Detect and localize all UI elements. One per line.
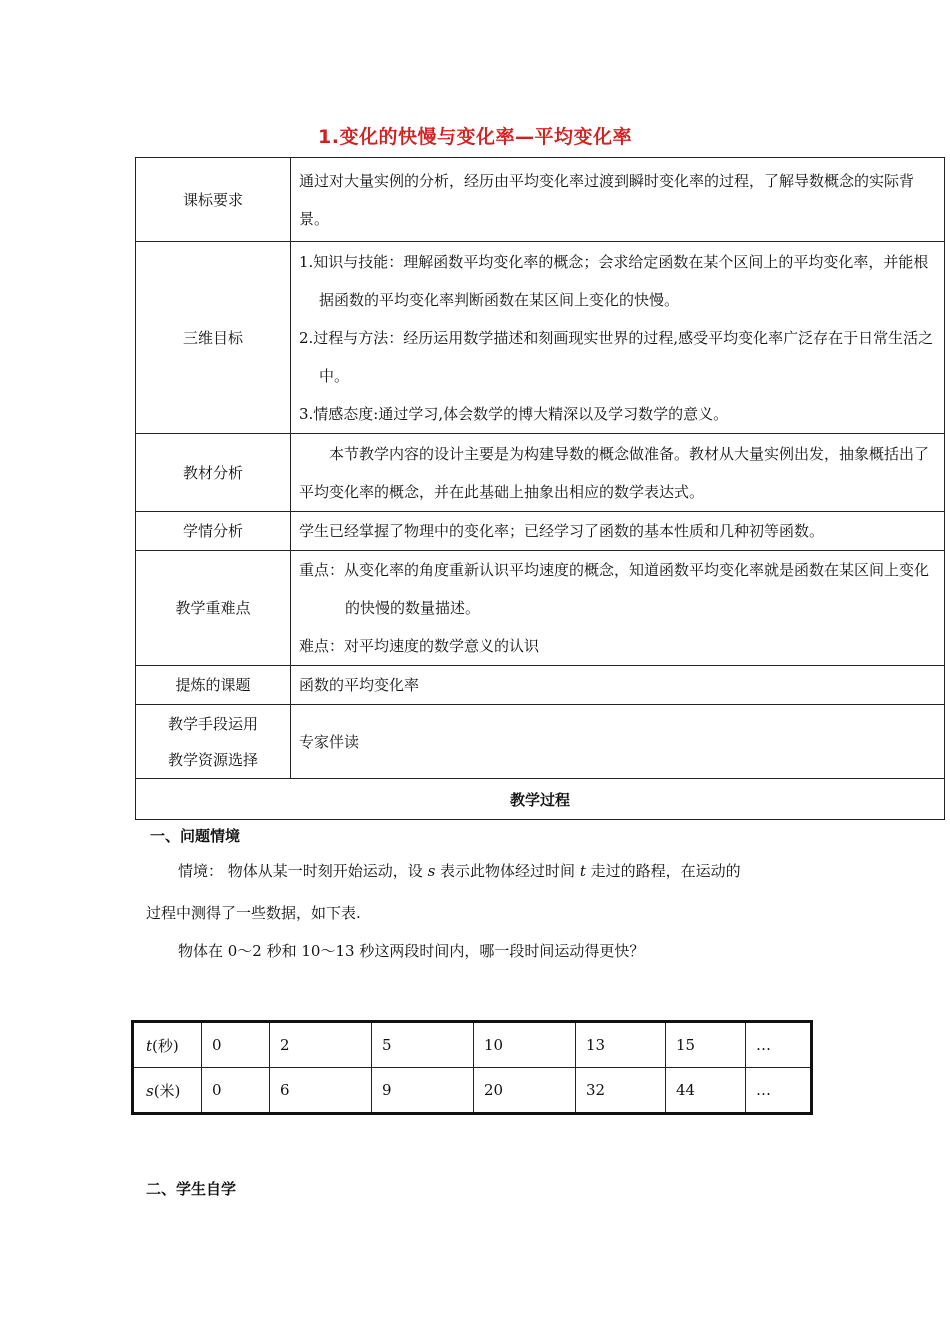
row-means	[136, 705, 945, 779]
row-topic	[136, 666, 945, 705]
var-t: t	[579, 862, 586, 880]
row-keypoints	[136, 551, 945, 666]
s-cell: 32	[576, 1068, 666, 1114]
text-curriculum: 通过对大量实例的分析，经历由平均变化率过渡到瞬时变化率的过程，了解导数概念的实际背景。	[291, 158, 945, 242]
scenario-text-a: 情境： 物体从某一时刻开始运动，设	[178, 862, 423, 880]
label-topic: 提炼的课题	[136, 666, 291, 705]
t-cell: 15	[666, 1022, 746, 1068]
scenario-text-b: 表示此物体经过时间	[440, 862, 576, 880]
t-cell: …	[746, 1022, 812, 1068]
s-cell: 9	[372, 1068, 474, 1114]
row-textbook	[136, 434, 945, 512]
key-point: 重点：从变化率的角度重新认识平均速度的概念，知道函数平均变化率就是函数在某区间上变化的快慢的数量描述。	[299, 561, 930, 617]
label-means	[136, 705, 291, 779]
scenario-paragraph-line-2: 过程中测得了一些数据，如下表.	[146, 904, 361, 922]
row-process	[136, 779, 945, 820]
goal-item-3: 3.情感态度:通过学习,体会数学的博大精深以及学习数学的意义。	[299, 404, 729, 423]
row-students	[136, 512, 945, 551]
label-keypoints: 教学重难点	[136, 551, 291, 666]
label-curriculum: 课标要求	[136, 158, 291, 242]
s-cell: 0	[202, 1068, 270, 1114]
t-cell: 2	[270, 1022, 372, 1068]
label-students: 学情分析	[136, 512, 291, 551]
text-means: 专家伴读	[291, 705, 945, 779]
text-topic: 函数的平均变化率	[291, 666, 945, 705]
table-row-time	[133, 1022, 812, 1068]
s-cell: …	[746, 1068, 812, 1114]
t-cell: 13	[576, 1022, 666, 1068]
lesson-plan-table	[135, 157, 945, 820]
goal-item-2: 2.过程与方法：经历运用数学描述和刻画现实世界的过程,感受平均变化率广泛存在于日常生活之中。	[299, 328, 934, 385]
label-goals: 三维目标	[136, 242, 291, 434]
scenario-paragraph-line-1	[178, 860, 741, 881]
t-cell: 10	[474, 1022, 576, 1068]
t-cell: 5	[372, 1022, 474, 1068]
label-means-2: 教学资源选择	[167, 750, 258, 769]
var-s: s	[427, 862, 436, 880]
question-paragraph: 物体在 0～2 秒和 10～13 秒这两段时间内，哪一段时间运动得更快？	[178, 942, 645, 960]
goal-item-1: 1.知识与技能：理解函数平均变化率的概念；会求给定函数在某个区间上的平均变化率，并能根据函数的平均变化率判断函数在某区间上变化的快慢。	[299, 252, 929, 309]
s-cell: 6	[270, 1068, 372, 1114]
label-means-1: 教学手段运用	[167, 714, 258, 733]
t-cell: 0	[202, 1022, 270, 1068]
header-distance: s(米)	[133, 1068, 202, 1114]
text-students: 学生已经掌握了物理中的变化率；已经学习了函数的基本性质和几种初等函数。	[291, 512, 945, 551]
text-goals	[291, 242, 945, 434]
section-1-heading: 一、问题情境	[150, 827, 241, 845]
time-distance-table	[131, 1020, 813, 1115]
page-title: 1.变化的快慢与变化率—平均变化率	[318, 126, 632, 148]
s-cell: 20	[474, 1068, 576, 1114]
row-goals	[136, 242, 945, 434]
section-2-heading: 二、学生自学	[146, 1180, 237, 1198]
text-keypoints	[291, 551, 945, 666]
difficult-point: 难点：对平均速度的数学意义的认识	[299, 637, 540, 655]
row-curriculum	[136, 158, 945, 242]
table-row-distance	[133, 1068, 812, 1114]
scenario-text-c: 走过的路程，在运动的	[590, 862, 741, 880]
label-textbook: 教材分析	[136, 434, 291, 512]
s-cell: 44	[666, 1068, 746, 1114]
text-textbook: 本节教学内容的设计主要是为构建导数的概念做准备。教材从大量实例出发，抽象概括出了平均变化率的概念，并在此基础上抽象出相应的数学表达式。	[291, 434, 945, 512]
header-time: t(秒)	[133, 1022, 202, 1068]
process-heading: 教学过程	[136, 779, 945, 820]
